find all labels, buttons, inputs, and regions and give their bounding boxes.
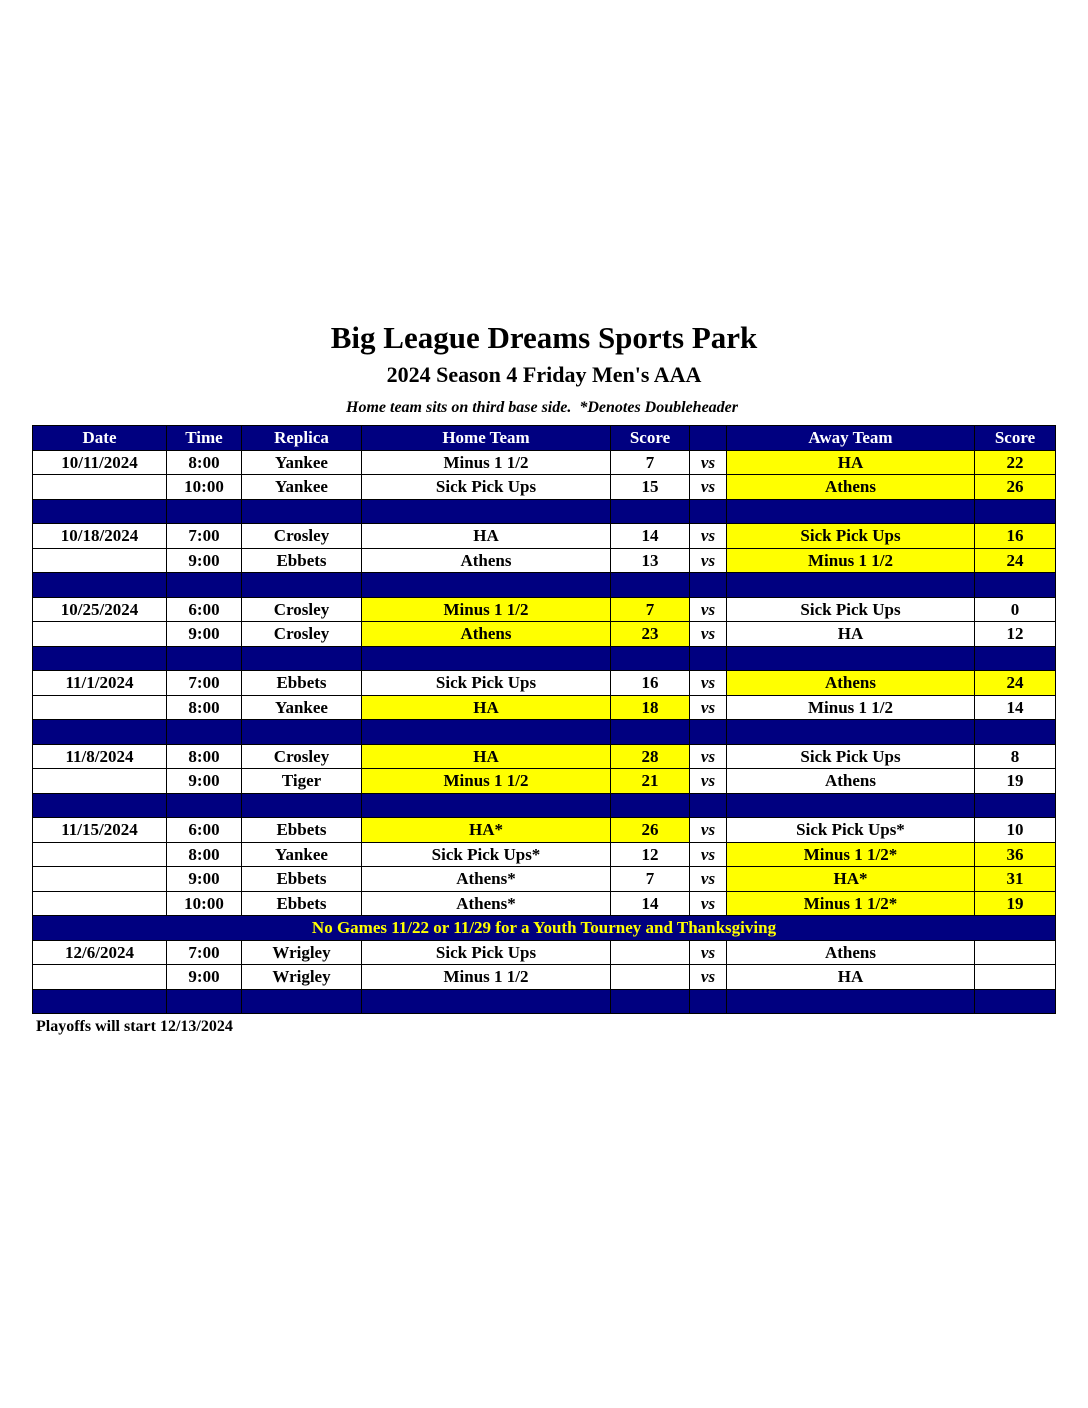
away-score-cell: 36 [975, 842, 1056, 867]
table-row [33, 842, 1056, 867]
spacer-cell [33, 499, 167, 524]
spacer-cell [167, 573, 242, 598]
home-team-cell: Athens [362, 548, 611, 573]
away-team-cell: HA [727, 450, 975, 475]
away-team-cell: HA [727, 965, 975, 990]
home-team-cell: Athens* [362, 867, 611, 892]
spacer-cell [242, 793, 362, 818]
away-team-cell: Athens [727, 940, 975, 965]
vs-cell: vs [690, 818, 727, 843]
vs-cell: vs [690, 769, 727, 794]
column-header-vs [690, 426, 727, 451]
time-cell: 7:00 [167, 671, 242, 696]
home-score-cell: 16 [611, 671, 690, 696]
time-cell: 9:00 [167, 622, 242, 647]
replica-cell: Ebbets [242, 548, 362, 573]
table-row [33, 475, 1056, 500]
replica-cell: Wrigley [242, 965, 362, 990]
schedule-table [32, 425, 1056, 1014]
home-score-cell: 12 [611, 842, 690, 867]
table-row [33, 867, 1056, 892]
away-team-cell: HA* [727, 867, 975, 892]
date-cell [33, 867, 167, 892]
spacer-cell [33, 720, 167, 745]
time-cell: 9:00 [167, 769, 242, 794]
vs-cell: vs [690, 622, 727, 647]
time-cell: 9:00 [167, 548, 242, 573]
time-cell: 6:00 [167, 818, 242, 843]
spacer-cell [242, 499, 362, 524]
spacer-row [33, 499, 1056, 524]
vs-cell: vs [690, 695, 727, 720]
spacer-cell [690, 720, 727, 745]
home-score-cell: 7 [611, 867, 690, 892]
table-row [33, 695, 1056, 720]
home-score-cell: 15 [611, 475, 690, 500]
date-cell [33, 891, 167, 916]
away-score-cell [975, 940, 1056, 965]
away-team-cell: Minus 1 1/2* [727, 891, 975, 916]
home-team-cell: Athens* [362, 891, 611, 916]
away-team-cell: Sick Pick Ups [727, 744, 975, 769]
spacer-cell [33, 793, 167, 818]
column-header-away-team: Away Team [727, 426, 975, 451]
spacer-cell [690, 499, 727, 524]
spacer-cell [611, 646, 690, 671]
home-score-cell [611, 940, 690, 965]
home-team-cell: HA [362, 744, 611, 769]
banner-row [33, 916, 1056, 941]
spacer-cell [727, 573, 975, 598]
home-score-cell: 7 [611, 450, 690, 475]
vs-cell: vs [690, 940, 727, 965]
table-row [33, 548, 1056, 573]
table-row [33, 891, 1056, 916]
vs-cell: vs [690, 548, 727, 573]
vs-cell: vs [690, 842, 727, 867]
home-team-cell: Minus 1 1/2 [362, 597, 611, 622]
home-score-cell: 26 [611, 818, 690, 843]
spacer-cell [611, 573, 690, 598]
spacer-cell [975, 646, 1056, 671]
replica-cell: Ebbets [242, 671, 362, 696]
spacer-cell [975, 573, 1056, 598]
spacer-cell [33, 989, 167, 1014]
spacer-cell [362, 646, 611, 671]
column-header-away-score: Score [975, 426, 1056, 451]
table-header-row [33, 426, 1056, 451]
table-row [33, 744, 1056, 769]
spacer-cell [975, 989, 1056, 1014]
replica-cell: Ebbets [242, 818, 362, 843]
away-score-cell: 26 [975, 475, 1056, 500]
date-cell [33, 622, 167, 647]
away-team-cell: Athens [727, 475, 975, 500]
home-team-cell: Sick Pick Ups* [362, 842, 611, 867]
replica-cell: Ebbets [242, 867, 362, 892]
home-score-cell [611, 965, 690, 990]
schedule-body [33, 450, 1056, 1014]
home-team-cell: Sick Pick Ups [362, 475, 611, 500]
date-cell: 10/11/2024 [33, 450, 167, 475]
time-cell: 8:00 [167, 842, 242, 867]
spacer-cell [167, 989, 242, 1014]
replica-cell: Yankee [242, 842, 362, 867]
spacer-cell [611, 793, 690, 818]
spacer-cell [167, 499, 242, 524]
vs-cell: vs [690, 965, 727, 990]
table-row [33, 818, 1056, 843]
time-cell: 7:00 [167, 524, 242, 549]
column-header-replica: Replica [242, 426, 362, 451]
away-team-cell: Minus 1 1/2 [727, 548, 975, 573]
spacer-cell [727, 793, 975, 818]
away-team-cell: Sick Pick Ups [727, 524, 975, 549]
date-cell: 10/25/2024 [33, 597, 167, 622]
replica-cell: Wrigley [242, 940, 362, 965]
date-cell [33, 548, 167, 573]
away-score-cell: 19 [975, 769, 1056, 794]
vs-cell: vs [690, 744, 727, 769]
date-cell [33, 965, 167, 990]
spacer-cell [242, 573, 362, 598]
time-cell: 10:00 [167, 891, 242, 916]
date-cell: 10/18/2024 [33, 524, 167, 549]
away-score-cell: 24 [975, 671, 1056, 696]
page-subtitle: 2024 Season 4 Friday Men's AAA [386, 362, 702, 387]
away-team-cell: Sick Pick Ups* [727, 818, 975, 843]
page-title: Big League Dreams Sports Park [330, 320, 758, 355]
time-cell: 7:00 [167, 940, 242, 965]
away-score-cell [975, 965, 1056, 990]
spacer-cell [975, 793, 1056, 818]
schedule-note: Home team sits on third base side. *Denotes Doubleheader [346, 399, 738, 416]
spacer-row [33, 793, 1056, 818]
spacer-cell [167, 793, 242, 818]
spacer-cell [362, 989, 611, 1014]
home-team-cell: Athens [362, 622, 611, 647]
away-team-cell: Sick Pick Ups [727, 597, 975, 622]
spacer-cell [242, 720, 362, 745]
spacer-cell [690, 793, 727, 818]
spacer-cell [242, 646, 362, 671]
home-team-cell: Minus 1 1/2 [362, 450, 611, 475]
vs-cell: vs [690, 891, 727, 916]
home-team-cell: HA [362, 695, 611, 720]
away-team-cell: Minus 1 1/2* [727, 842, 975, 867]
home-score-cell: 21 [611, 769, 690, 794]
no-games-banner: No Games 11/22 or 11/29 for a Youth Tourney and Thanksgiving [33, 916, 1056, 941]
replica-cell: Yankee [242, 695, 362, 720]
away-score-cell: 10 [975, 818, 1056, 843]
date-cell: 11/15/2024 [33, 818, 167, 843]
away-score-cell: 22 [975, 450, 1056, 475]
vs-cell: vs [690, 671, 727, 696]
away-score-cell: 24 [975, 548, 1056, 573]
home-team-cell: Minus 1 1/2 [362, 769, 611, 794]
spacer-row [33, 573, 1056, 598]
date-cell: 11/1/2024 [33, 671, 167, 696]
column-header-time: Time [167, 426, 242, 451]
time-cell: 8:00 [167, 744, 242, 769]
replica-cell: Yankee [242, 475, 362, 500]
vs-cell: vs [690, 524, 727, 549]
table-row [33, 940, 1056, 965]
away-team-cell: Athens [727, 769, 975, 794]
column-header-home-score: Score [611, 426, 690, 451]
home-team-cell: Minus 1 1/2 [362, 965, 611, 990]
home-team-cell: HA* [362, 818, 611, 843]
replica-cell: Tiger [242, 769, 362, 794]
vs-cell: vs [690, 450, 727, 475]
away-score-cell: 0 [975, 597, 1056, 622]
date-cell: 12/6/2024 [33, 940, 167, 965]
vs-cell: vs [690, 597, 727, 622]
away-team-cell: Minus 1 1/2 [727, 695, 975, 720]
table-row [33, 622, 1056, 647]
time-cell: 6:00 [167, 597, 242, 622]
away-score-cell: 31 [975, 867, 1056, 892]
spacer-cell [727, 646, 975, 671]
table-row [33, 524, 1056, 549]
home-score-cell: 23 [611, 622, 690, 647]
home-team-cell: HA [362, 524, 611, 549]
table-row [33, 597, 1056, 622]
time-cell: 8:00 [167, 450, 242, 475]
spacer-cell [362, 720, 611, 745]
spacer-cell [690, 573, 727, 598]
date-cell [33, 769, 167, 794]
spacer-cell [690, 646, 727, 671]
table-row [33, 965, 1056, 990]
replica-cell: Crosley [242, 597, 362, 622]
table-row [33, 769, 1056, 794]
spacer-cell [611, 499, 690, 524]
away-score-cell: 14 [975, 695, 1056, 720]
time-cell: 8:00 [167, 695, 242, 720]
home-score-cell: 18 [611, 695, 690, 720]
home-score-cell: 7 [611, 597, 690, 622]
spacer-cell [727, 720, 975, 745]
playoffs-note: Playoffs will start 12/13/2024 [36, 1018, 233, 1035]
away-score-cell: 12 [975, 622, 1056, 647]
vs-cell: vs [690, 475, 727, 500]
spacer-cell [611, 989, 690, 1014]
away-score-cell: 8 [975, 744, 1056, 769]
replica-cell: Yankee [242, 450, 362, 475]
home-score-cell: 14 [611, 524, 690, 549]
spacer-cell [611, 720, 690, 745]
home-score-cell: 14 [611, 891, 690, 916]
spacer-row [33, 646, 1056, 671]
time-cell: 10:00 [167, 475, 242, 500]
vs-cell: vs [690, 867, 727, 892]
column-header-date: Date [33, 426, 167, 451]
spacer-row [33, 720, 1056, 745]
spacer-cell [727, 499, 975, 524]
date-cell [33, 475, 167, 500]
date-cell [33, 695, 167, 720]
spacer-cell [362, 793, 611, 818]
date-cell [33, 842, 167, 867]
home-team-cell: Sick Pick Ups [362, 671, 611, 696]
spacer-cell [167, 720, 242, 745]
away-score-cell: 19 [975, 891, 1056, 916]
spacer-cell [727, 989, 975, 1014]
spacer-cell [975, 720, 1056, 745]
time-cell: 9:00 [167, 867, 242, 892]
spacer-cell [362, 573, 611, 598]
spacer-cell [33, 573, 167, 598]
replica-cell: Crosley [242, 744, 362, 769]
spacer-cell [975, 499, 1056, 524]
time-cell: 9:00 [167, 965, 242, 990]
home-team-cell: Sick Pick Ups [362, 940, 611, 965]
table-row [33, 450, 1056, 475]
away-team-cell: HA [727, 622, 975, 647]
column-header-home-team: Home Team [362, 426, 611, 451]
spacer-row [33, 989, 1056, 1014]
date-cell: 11/8/2024 [33, 744, 167, 769]
replica-cell: Ebbets [242, 891, 362, 916]
replica-cell: Crosley [242, 524, 362, 549]
spacer-cell [33, 646, 167, 671]
replica-cell: Crosley [242, 622, 362, 647]
table-row [33, 671, 1056, 696]
away-team-cell: Athens [727, 671, 975, 696]
spacer-cell [242, 989, 362, 1014]
home-score-cell: 28 [611, 744, 690, 769]
home-score-cell: 13 [611, 548, 690, 573]
spacer-cell [362, 499, 611, 524]
spacer-cell [690, 989, 727, 1014]
spacer-cell [167, 646, 242, 671]
away-score-cell: 16 [975, 524, 1056, 549]
